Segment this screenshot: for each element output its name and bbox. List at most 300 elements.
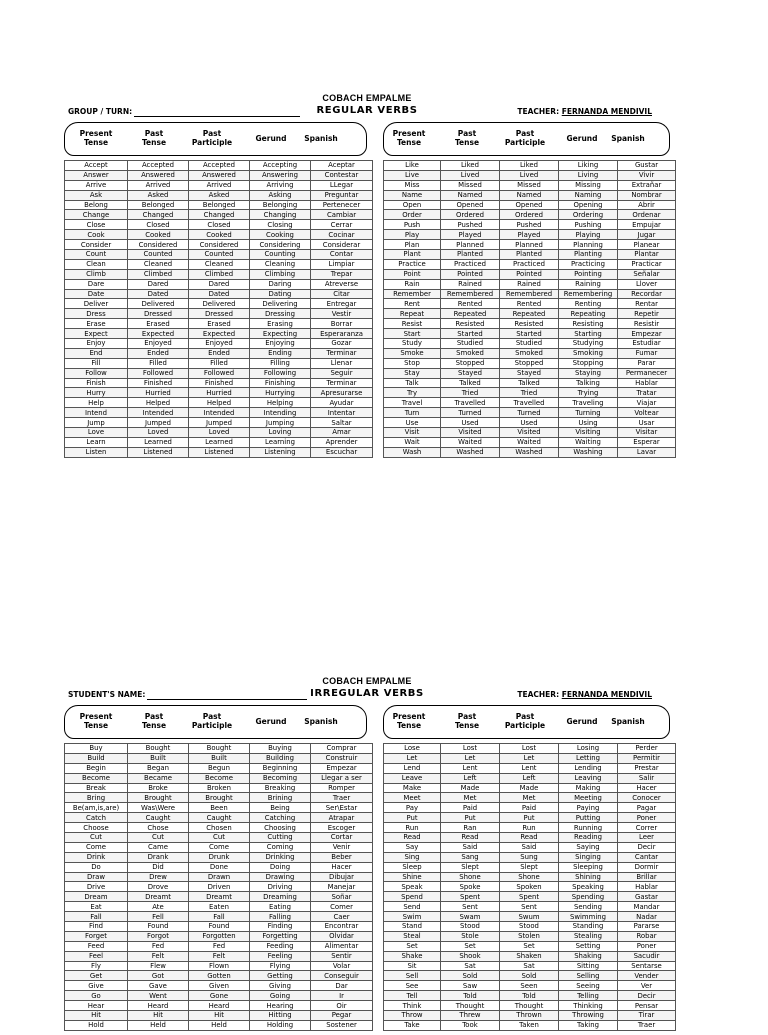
cell-spanish: Cocinar (311, 230, 373, 240)
cell-gerund: Driving (250, 882, 311, 892)
teacher-info (517, 690, 652, 700)
cell-past-participle: Met (500, 793, 559, 803)
cell-present-tense: Dress (65, 309, 128, 319)
cell-gerund: Sending (559, 902, 618, 912)
cell-spanish: Saltar (311, 418, 373, 428)
cell-past-tense: Helped (128, 398, 189, 408)
cell-spanish: Romper (311, 783, 373, 793)
cell-spanish: Nombrar (618, 190, 676, 200)
cell-past-tense: Stopped (441, 358, 500, 368)
header-past-tense: Past Tense (141, 129, 167, 147)
cell-gerund: Delivering (250, 299, 311, 309)
cell-past-tense: Used (441, 418, 500, 428)
cell-past-participle: Spoken (500, 882, 559, 892)
cell-past-tense: Bought (128, 744, 189, 754)
cell-past-tense: Arrived (128, 180, 189, 190)
cell-spanish: Tirar (618, 1011, 676, 1021)
cell-spanish: Cortar (311, 833, 373, 843)
cell-present-tense: Think (384, 1001, 441, 1011)
cell-past-tense: Stood (441, 922, 500, 932)
cell-present-tense: Set (384, 941, 441, 951)
cell-past-participle: Missed (500, 180, 559, 190)
table-row (65, 1020, 373, 1030)
cell-past-participle: Been (189, 803, 250, 813)
cell-past-participle: Loved (189, 428, 250, 438)
cell-gerund: Pointing (559, 269, 618, 279)
cell-past-tense: Planned (441, 240, 500, 250)
cell-gerund: Learning (250, 437, 311, 447)
cell-past-participle: Belonged (189, 200, 250, 210)
cell-past-tense: Dared (128, 279, 189, 289)
cell-present-tense: Remember (384, 289, 441, 299)
table-row (384, 833, 676, 843)
cell-past-participle: Told (500, 991, 559, 1001)
table-row (65, 437, 373, 447)
cell-spanish: Empezar (311, 763, 373, 773)
cell-gerund: Selling (559, 971, 618, 981)
cell-past-tense: Expected (128, 329, 189, 339)
cell-present-tense: Fall (65, 912, 128, 922)
cell-past-tense: Fell (128, 912, 189, 922)
cell-past-tense: Told (441, 991, 500, 1001)
cell-past-participle: Shaken (500, 951, 559, 961)
table-row (65, 872, 373, 882)
cell-gerund: Studying (559, 339, 618, 349)
cell-past-participle: Expected (189, 329, 250, 339)
cell-present-tense: Travel (384, 398, 441, 408)
cell-spanish: Estudiar (618, 339, 676, 349)
cell-gerund: Remembering (559, 289, 618, 299)
cell-past-participle: Ended (189, 348, 250, 358)
irregular-verbs-sheet (64, 676, 670, 1035)
cell-past-tense: Jumped (128, 418, 189, 428)
table-row (384, 319, 676, 329)
cell-spanish: Terminar (311, 378, 373, 388)
cell-spanish: Citar (311, 289, 373, 299)
table-row (65, 892, 373, 902)
cell-spanish: Perder (618, 744, 676, 754)
cell-spanish: Parar (618, 358, 676, 368)
cell-gerund: Listening (250, 447, 311, 457)
cell-gerund: Repeating (559, 309, 618, 319)
cell-gerund: Thinking (559, 1001, 618, 1011)
cell-spanish: Entregar (311, 299, 373, 309)
cell-past-tense: Was\Were (128, 803, 189, 813)
cell-past-participle: Gone (189, 991, 250, 1001)
table-row (65, 961, 373, 971)
cell-gerund: Hitting (250, 1011, 311, 1021)
cell-spanish: Lavar (618, 447, 676, 457)
verb-tables (64, 122, 670, 457)
cell-spanish: Amar (311, 428, 373, 438)
cell-past-participle: Rained (500, 279, 559, 289)
cell-gerund: Filling (250, 358, 311, 368)
cell-spanish: Esperar (618, 437, 676, 447)
cell-spanish: Hacer (618, 783, 676, 793)
cell-present-tense: Expect (65, 329, 128, 339)
verb-table (383, 160, 676, 458)
table-row (65, 783, 373, 793)
cell-gerund: Catching (250, 813, 311, 823)
cell-past-participle: Lived (500, 170, 559, 180)
list-title: REGULAR VERBS (316, 105, 418, 116)
cell-spanish: Hablar (618, 378, 676, 388)
cell-past-participle: Come (189, 842, 250, 852)
table-row (384, 902, 676, 912)
cell-past-participle: Arrived (189, 180, 250, 190)
table-row (65, 180, 373, 190)
cell-past-participle: Rented (500, 299, 559, 309)
cell-past-participle: Stolen (500, 931, 559, 941)
cell-gerund: Loving (250, 428, 311, 438)
table-row (384, 250, 676, 260)
cell-past-participle: Swum (500, 912, 559, 922)
table-row (65, 368, 373, 378)
cell-past-tense: Learned (128, 437, 189, 447)
cell-present-tense: Stand (384, 922, 441, 932)
cell-present-tense: Bring (65, 793, 128, 803)
table-row (65, 991, 373, 1001)
table-row (384, 388, 676, 398)
table-row (384, 289, 676, 299)
cell-present-tense: Plan (384, 240, 441, 250)
cell-spanish: Tratar (618, 388, 676, 398)
table-row (65, 309, 373, 319)
cell-past-tense: Followed (128, 368, 189, 378)
cell-past-participle: Erased (189, 319, 250, 329)
cell-gerund: Raining (559, 279, 618, 289)
cell-present-tense: Jump (65, 418, 128, 428)
title-row (64, 687, 670, 703)
cell-present-tense: Study (384, 339, 441, 349)
cell-gerund: Planting (559, 250, 618, 260)
cell-past-tense: Travelled (441, 398, 500, 408)
cell-gerund: Putting (559, 813, 618, 823)
list-title: IRREGULAR VERBS (310, 688, 424, 699)
cell-gerund: Singing (559, 852, 618, 862)
cell-present-tense: Spend (384, 892, 441, 902)
cell-spanish: Practicar (618, 259, 676, 269)
cell-spanish: Escuchar (311, 447, 373, 457)
cell-present-tense: Smoke (384, 348, 441, 358)
table-row (65, 289, 373, 299)
cell-present-tense: Start (384, 329, 441, 339)
cell-present-tense: Read (384, 833, 441, 843)
cell-gerund: Counting (250, 250, 311, 260)
cell-spanish: Correr (618, 823, 676, 833)
table-row (384, 180, 676, 190)
cell-past-tense: Flew (128, 961, 189, 971)
cell-past-tense: Swam (441, 912, 500, 922)
cell-past-tense: Lived (441, 170, 500, 180)
cell-spanish: Rentar (618, 299, 676, 309)
cell-present-tense: Leave (384, 773, 441, 783)
cell-spanish: Soñar (311, 892, 373, 902)
cell-gerund: Cutting (250, 833, 311, 843)
cell-past-tense: Started (441, 329, 500, 339)
cell-gerund: Intending (250, 408, 311, 418)
cell-gerund: Lending (559, 763, 618, 773)
cell-past-participle: Jumped (189, 418, 250, 428)
cell-past-participle: Stayed (500, 368, 559, 378)
cell-gerund: Buying (250, 744, 311, 754)
cell-past-tense: Lost (441, 744, 500, 754)
cell-present-tense: Visit (384, 428, 441, 438)
cell-gerund: Jumping (250, 418, 311, 428)
cell-spanish: Alimentar (311, 941, 373, 951)
cell-spanish: Sentir (311, 951, 373, 961)
cell-present-tense: Feel (65, 951, 128, 961)
table-row (65, 951, 373, 961)
cell-past-tense: Broke (128, 783, 189, 793)
cell-past-participle: Eaten (189, 902, 250, 912)
cell-past-tense: Forgot (128, 931, 189, 941)
table-row (65, 161, 373, 171)
cell-past-tense: Belonged (128, 200, 189, 210)
cell-present-tense: Steal (384, 931, 441, 941)
cell-spanish: Hacer (311, 862, 373, 872)
cell-past-participle: Delivered (189, 299, 250, 309)
cell-past-tense: Rented (441, 299, 500, 309)
cell-gerund: Considering (250, 240, 311, 250)
cell-spanish: Pensar (618, 1001, 676, 1011)
table-row (65, 744, 373, 754)
header-past-participle: Past Participle (191, 129, 233, 147)
cell-spanish: Vivir (618, 170, 676, 180)
cell-present-tense: Rent (384, 299, 441, 309)
cell-present-tense: Try (384, 388, 441, 398)
cell-present-tense: Name (384, 190, 441, 200)
cell-past-tense: Ate (128, 902, 189, 912)
cell-gerund: Traveling (559, 398, 618, 408)
cell-gerund: Changing (250, 210, 311, 220)
cell-past-tense: Changed (128, 210, 189, 220)
cell-past-tense: Enjoyed (128, 339, 189, 349)
cell-past-tense: Read (441, 833, 500, 843)
verb-table (64, 160, 373, 458)
cell-past-tense: Dreamt (128, 892, 189, 902)
table-row (384, 882, 676, 892)
cell-present-tense: Drive (65, 882, 128, 892)
table-row (65, 862, 373, 872)
cell-spanish: Cantar (618, 852, 676, 862)
cell-spanish: Pararse (618, 922, 676, 932)
table-row (65, 931, 373, 941)
cell-past-participle: Found (189, 922, 250, 932)
teacher-name: FERNANDA MENDIVIL (561, 690, 652, 699)
cell-past-participle: Hit (189, 1011, 250, 1021)
cell-past-participle: Started (500, 329, 559, 339)
cell-gerund: Making (559, 783, 618, 793)
cell-gerund: Running (559, 823, 618, 833)
cell-spanish: Traer (311, 793, 373, 803)
table-row (384, 1020, 676, 1030)
table-row (384, 971, 676, 981)
cell-past-participle: Stood (500, 922, 559, 932)
cell-gerund: Playing (559, 230, 618, 240)
cell-past-tense: Drove (128, 882, 189, 892)
table-row (384, 428, 676, 438)
cell-present-tense: Intend (65, 408, 128, 418)
cell-present-tense: Enjoy (65, 339, 128, 349)
table-row (384, 378, 676, 388)
cell-gerund: Giving (250, 981, 311, 991)
cell-spanish: Encontrar (311, 922, 373, 932)
cell-past-participle: Thought (500, 1001, 559, 1011)
cell-present-tense: Sing (384, 852, 441, 862)
cell-spanish: Terminar (311, 348, 373, 358)
cell-present-tense: Make (384, 783, 441, 793)
cell-past-participle: Climbed (189, 269, 250, 279)
cell-spanish: Atreverse (311, 279, 373, 289)
cell-present-tense: Wait (384, 437, 441, 447)
cell-gerund: Falling (250, 912, 311, 922)
cell-past-tense: Drew (128, 872, 189, 882)
table-row (65, 319, 373, 329)
cell-gerund: Expecting (250, 329, 311, 339)
cell-past-participle: Enjoyed (189, 339, 250, 349)
cell-past-tense: Paid (441, 803, 500, 813)
cell-past-participle: Changed (189, 210, 250, 220)
table-row (65, 981, 373, 991)
cell-spanish: Poner (618, 941, 676, 951)
cell-past-tense: Left (441, 773, 500, 783)
cell-past-participle: Repeated (500, 309, 559, 319)
column-header (64, 122, 367, 156)
cell-spanish: Esperaranza (311, 329, 373, 339)
header-gerund: Gerund (255, 134, 287, 143)
cell-past-participle: Turned (500, 408, 559, 418)
cell-present-tense: Come (65, 842, 128, 852)
cell-past-tense: Thought (441, 1001, 500, 1011)
cell-spanish: Jugar (618, 230, 676, 240)
table-row (65, 753, 373, 763)
cell-spanish: Gustar (618, 161, 676, 171)
cell-gerund: Choosing (250, 823, 311, 833)
cell-past-participle: Listened (189, 447, 250, 457)
cell-past-tense: Climbed (128, 269, 189, 279)
cell-present-tense: Play (384, 230, 441, 240)
cell-past-participle: Intended (189, 408, 250, 418)
table-row (65, 269, 373, 279)
cell-gerund: Starting (559, 329, 618, 339)
cell-gerund: Pushing (559, 220, 618, 230)
cell-present-tense: Use (384, 418, 441, 428)
cell-past-participle: Become (189, 773, 250, 783)
table-row (384, 447, 676, 457)
cell-spanish: Voltear (618, 408, 676, 418)
cell-past-tense: Erased (128, 319, 189, 329)
table-row (65, 418, 373, 428)
cell-present-tense: Get (65, 971, 128, 981)
cell-past-tense: Tried (441, 388, 500, 398)
cell-gerund: Planning (559, 240, 618, 250)
table-row (384, 763, 676, 773)
cell-gerund: Closing (250, 220, 311, 230)
cell-past-participle: Caught (189, 813, 250, 823)
cell-present-tense: Be(am,is,are) (65, 803, 128, 813)
cell-past-tense: Built (128, 753, 189, 763)
header-past-participle: Past Participle (504, 712, 546, 730)
cell-present-tense: Deliver (65, 299, 128, 309)
teacher-label: TEACHER: (517, 107, 560, 116)
cell-past-participle: Tried (500, 388, 559, 398)
table-row (384, 1001, 676, 1011)
cell-past-tense: Visited (441, 428, 500, 438)
cell-spanish: Fumar (618, 348, 676, 358)
cell-past-participle: Spent (500, 892, 559, 902)
cell-present-tense: Finish (65, 378, 128, 388)
cell-gerund: Renting (559, 299, 618, 309)
cell-past-participle: Given (189, 981, 250, 991)
table-row (65, 971, 373, 981)
cell-spanish: Atrapar (311, 813, 373, 823)
cell-present-tense: Shake (384, 951, 441, 961)
cell-present-tense: Begin (65, 763, 128, 773)
cell-past-participle: Thrown (500, 1011, 559, 1021)
cell-gerund: Belonging (250, 200, 311, 210)
header-spanish: Spanish (304, 134, 338, 143)
cell-past-tense: Became (128, 773, 189, 783)
cell-past-participle: Begun (189, 763, 250, 773)
cell-spanish: Mandar (618, 902, 676, 912)
table-row (65, 902, 373, 912)
table-row (384, 862, 676, 872)
cell-past-tense: Did (128, 862, 189, 872)
cell-past-participle: Seen (500, 981, 559, 991)
cell-past-tense: Ended (128, 348, 189, 358)
cell-present-tense: Sell (384, 971, 441, 981)
cell-spanish: Abrir (618, 200, 676, 210)
cell-past-participle: Put (500, 813, 559, 823)
cell-gerund: Finding (250, 922, 311, 932)
cell-past-tense: Missed (441, 180, 500, 190)
cell-past-tense: Slept (441, 862, 500, 872)
table-row (65, 813, 373, 823)
table-row (384, 961, 676, 971)
verb-table (383, 743, 676, 1031)
cell-gerund: Beginning (250, 763, 311, 773)
cell-gerund: Living (559, 170, 618, 180)
cell-past-tense: Caught (128, 813, 189, 823)
cell-present-tense: See (384, 981, 441, 991)
cell-spanish: Nadar (618, 912, 676, 922)
cell-past-participle: Cleaned (189, 259, 250, 269)
table-row (384, 981, 676, 991)
cell-past-tense: Named (441, 190, 500, 200)
cell-past-participle: Practiced (500, 259, 559, 269)
cell-gerund: Erasing (250, 319, 311, 329)
cell-gerund: Climbing (250, 269, 311, 279)
cell-present-tense: Ask (65, 190, 128, 200)
cell-past-tense: Held (128, 1020, 189, 1030)
header-present-tense: Present Tense (392, 712, 426, 730)
cell-gerund: Resisting (559, 319, 618, 329)
cell-spanish: Limpiar (311, 259, 373, 269)
cell-spanish: Permitir (618, 753, 676, 763)
cell-present-tense: Pay (384, 803, 441, 813)
cell-spanish: Contar (311, 250, 373, 260)
cell-past-participle: Bought (189, 744, 250, 754)
cell-past-tense: Saw (441, 981, 500, 991)
cell-present-tense: Practice (384, 259, 441, 269)
cell-present-tense: Hit (65, 1011, 128, 1021)
cell-spanish: Sacudir (618, 951, 676, 961)
header-present-tense: Present Tense (79, 129, 113, 147)
cell-present-tense: Cut (65, 833, 128, 843)
cell-past-tense: Resisted (441, 319, 500, 329)
table-row (384, 190, 676, 200)
